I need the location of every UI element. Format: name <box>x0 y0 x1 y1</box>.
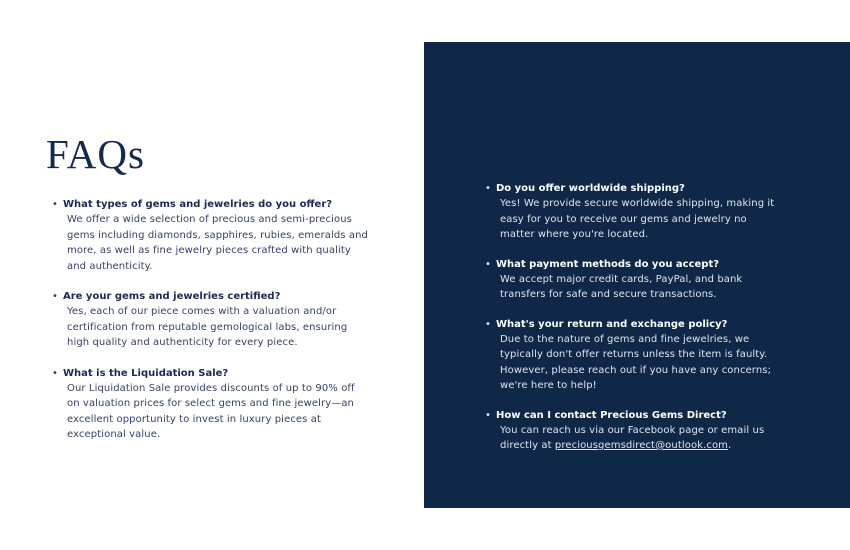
faq-list-right <box>483 181 783 468</box>
faq-item <box>483 408 783 454</box>
bullet-icon: • <box>485 409 491 421</box>
faq-list-left <box>50 197 370 458</box>
faq-answer: Yes, each of our piece comes with a valuation and/or certification from reputable gemological labs, ensuring high quality and authenticity for every piece. <box>67 306 348 348</box>
answer-text: You can reach us via our Facebook page or email us directly at <box>500 424 765 451</box>
faq-item <box>483 257 783 303</box>
bullet-icon: • <box>52 199 58 210</box>
bullet-icon: • <box>485 183 491 194</box>
email-link[interactable]: preciousgemsdirect@outlook.com <box>554 440 728 451</box>
page-title: FAQs <box>46 131 145 177</box>
bullet-icon: • <box>485 318 491 330</box>
faq-question: What's your return and exchange policy? <box>496 318 728 330</box>
bullet-icon: • <box>52 291 58 302</box>
bullet-icon: • <box>485 258 491 270</box>
faq-question: What payment methods do you accept? <box>496 258 720 270</box>
bullet-icon: • <box>52 367 58 379</box>
faq-question: What is the Liquidation Sale? <box>63 367 229 379</box>
faq-answer: Due to the nature of gems and fine jewelries, we typically don't offer returns unless the item is faulty. However, please reach out if you have any concerns; we're here to help! <box>500 333 772 391</box>
faq-question: Are your gems and jewelries certified? <box>63 291 281 302</box>
faq-answer: We offer a wide selection of precious and semi-precious gems including diamonds, sapphires, rubies, emeralds and more, as well as fine jewelry pieces crafted with quality and authenticity. <box>67 214 368 272</box>
faq-question: Do you offer worldwide shipping? <box>496 183 685 194</box>
faq-question: How can I contact Precious Gems Direct? <box>496 409 727 421</box>
answer-suffix: . <box>728 440 732 451</box>
faq-item <box>50 366 370 443</box>
faq-answer: Our Liquidation Sale provides discounts of up to 90% off on valuation prices for select gems and fine jewelry—an excellent opportunity to invest in luxury pieces at exceptional value. <box>67 382 355 440</box>
faq-item <box>50 197 370 274</box>
faq-item <box>483 181 783 243</box>
faq-answer: Yes! We provide secure worldwide shipping, making it easy for you to receive our gems and jewelry no matter where you're located. <box>500 198 775 240</box>
faq-answer <box>496 423 783 454</box>
faq-question: What types of gems and jewelries do you offer? <box>63 199 333 210</box>
faq-item <box>50 289 370 351</box>
faq-item <box>483 317 783 394</box>
faq-answer: We accept major credit cards, PayPal, and bank transfers for safe and secure transactions. <box>500 273 743 300</box>
